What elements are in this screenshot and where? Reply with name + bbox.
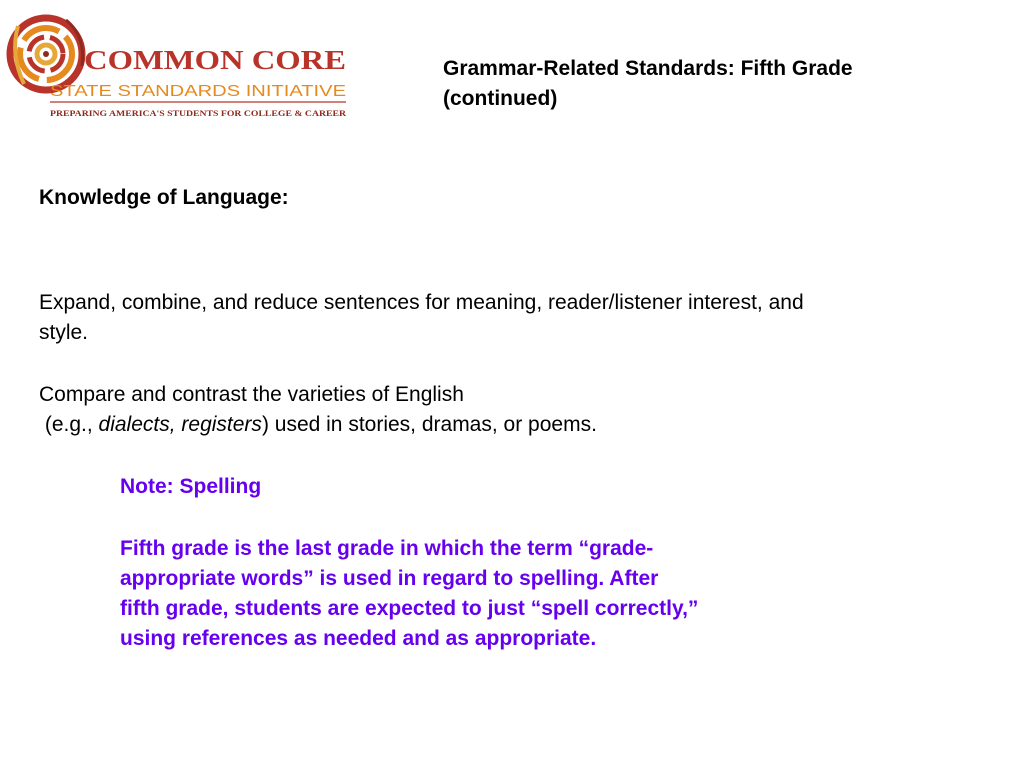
paragraph2-italic-examples: dialects, registers	[98, 413, 262, 436]
logo-line1: COMMON CORE	[84, 45, 346, 75]
spiral-emblem-icon	[10, 18, 83, 90]
note-title: Note: Spelling	[120, 475, 262, 498]
note-body	[120, 534, 860, 654]
section-heading: Knowledge of Language:	[39, 186, 289, 209]
page-title-line1: Grammar-Related Standards: Fifth Grade	[443, 57, 853, 80]
note-line: appropriate words” is used in regard to spelling. After	[120, 567, 659, 590]
paragraph2-line2	[39, 410, 999, 440]
standard-paragraph-1	[39, 288, 999, 348]
logo-line2: STATE STANDARDS INITIATIVE	[50, 83, 346, 100]
paragraph2-suffix: ) used in stories, dramas, or poems.	[261, 413, 597, 436]
paragraph1-line1: Expand, combine, and reduce sentences for meaning, reader/listener interest, and	[39, 291, 804, 314]
note-line: Fifth grade is the last grade in which the term “grade-	[120, 537, 654, 560]
page-title-line2: (continued)	[443, 87, 558, 110]
logo-graphic	[6, 6, 351, 121]
page-title	[443, 54, 1003, 114]
note-line: using references as needed and as appropriate.	[120, 627, 597, 650]
standard-paragraph-2	[39, 380, 999, 440]
logo-tagline: PREPARING AMERICA'S STUDENTS FOR COLLEGE & CAREER	[50, 109, 347, 118]
common-core-logo	[6, 6, 351, 121]
paragraph2-line1: Compare and contrast the varieties of English	[39, 383, 464, 406]
paragraph2-prefix: (e.g.,	[39, 413, 99, 436]
paragraph1-line2: style.	[39, 321, 89, 344]
note-line: fifth grade, students are expected to just “spell correctly,”	[120, 597, 699, 620]
